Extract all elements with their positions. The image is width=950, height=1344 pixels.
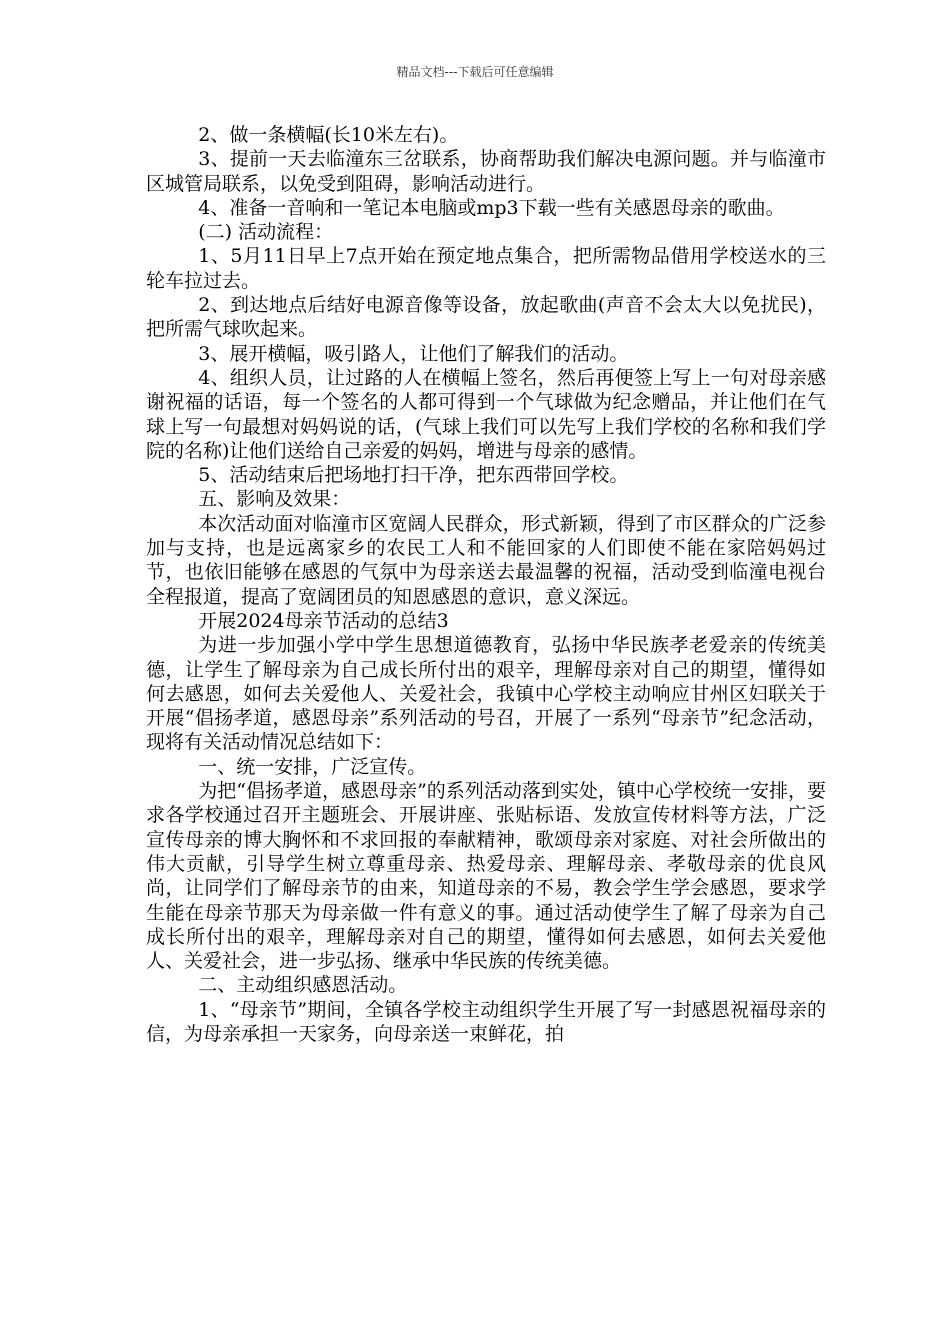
paragraph: 为把“倡扬孝道，感恩母亲”的系列活动落到实处，镇中心学校统一安排，要求各学校通过召开主题班会、开展讲座、张贴标语、发放宣传材料等方法，广泛宣传母亲的博大胸怀和不求回报的奉献精神，歌颂母亲对家庭、对社会所做出的伟大贡献，引导学生树立尊重母亲、热爱母亲、理解母亲、孝敬母亲的优良风尚，让同学们了解母亲节的由来，知道母亲的不易，教会学生学会感恩，要求学生能在母亲节那天为母亲做一件有意义的事。通过活动使学生了解了母亲为自己成长所付出的艰辛，理解母亲对自己的期望，懂得如何去感恩，如何去关爱他人、关爱社会，进一步弘扬、继承中华民族的传统美德。 (146, 780, 826, 973)
section-title: 开展2024母亲节活动的总结3 (198, 609, 449, 632)
paragraph: 4、组织人员，让过路的人在横幅上签名，然后再便签上写上一句对母亲感谢祝福的话语，每一个签名的人都可得到一个气球做为纪念赠品，并让他们在气球上写一句最想对妈妈说的话，(气球上我们可以先写上我们学校的名称和我们学院的名称)让他们送给自己亲爱的妈妈，增进与母亲的感情。 (146, 366, 826, 462)
section-heading: 一、统一安排，广泛宣传。 (198, 755, 427, 778)
paragraph: 5、活动结束后把场地打扫干净，把东西带回学校。 (198, 464, 629, 487)
paragraph: 1、“母亲节”期间，全镇各学校主动组织学生开展了写一封感恩祝福母亲的信，为母亲承担一天家务，向母亲送一束鲜花，拍 (146, 998, 826, 1045)
paragraph: 为进一步加强小学中学生思想道德教育，弘扬中华民族孝老爱亲的传统美德，让学生了解母亲为自己成长所付出的艰辛，理解母亲对自己的期望，懂得如何去感恩，如何去关爱他人、关爱社会，我镇中心学校主动响应甘州区妇联关于开展“倡扬孝道，感恩母亲”系列活动的号召，开展了一系列“母亲节”纪念活动，现将有关活动情况总结如下： (146, 634, 826, 754)
page-header: 精品文档---下载后可任意编辑 (396, 65, 554, 79)
paragraph: 本次活动面对临潼市区宽阔人民群众，形式新颖，得到了市区群众的广泛参加与支持，也是远离家乡的农民工人和不能回家的人们即使不能在家陪妈妈过节，也依旧能够在感恩的气氛中为母亲送去最温馨的祝福，活动受到临潼电视台全程报道，提高了宽阔团员的知恩感恩的意识，意义深远。 (146, 512, 826, 608)
paragraph: 1、5月11日早上7点开始在预定地点集合，把所需物品借用学校送水的三轮车拉过去。 (146, 245, 826, 292)
paragraph: 3、展开横幅，吸引路人，让他们了解我们的活动。 (198, 342, 629, 365)
section-heading: 五、影响及效果： (198, 488, 351, 511)
document-body (146, 123, 826, 1046)
paragraph: 4、准备一音响和一笔记本电脑或mp3下载一些有关感恩母亲的歌曲。 (198, 196, 785, 219)
paragraph: 2、到达地点后结好电源音像等设备，放起歌曲(声音不会太大以免扰民)，把所需气球吹起来。 (146, 294, 826, 341)
paragraph: 2、做一条横幅(长10米左右)。 (198, 124, 459, 146)
paragraph: 3、提前一天去临潼东三岔联系，协商帮助我们解决电源问题。并与临潼市区城管局联系，以免受到阻碍，影响活动进行。 (146, 148, 826, 195)
section-heading: (二) 活动流程： (198, 221, 334, 244)
section-heading: 二、主动组织感恩活动。 (198, 974, 408, 997)
